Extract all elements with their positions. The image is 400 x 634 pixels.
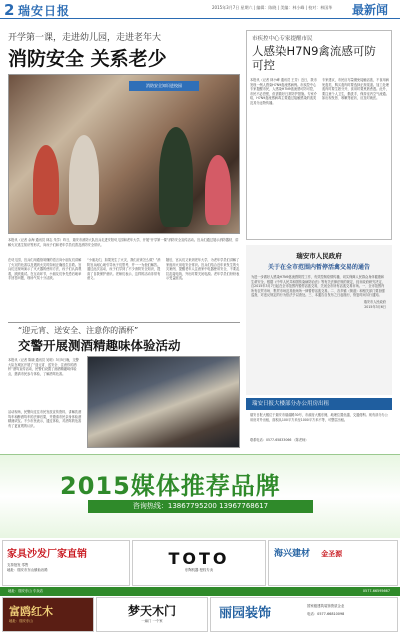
liyuan-note: 国家级建筑装饰资质企业 <box>307 604 345 608</box>
brands-ad <box>268 540 398 586</box>
notice-date: 2015年3月6日 <box>364 304 386 309</box>
sofa-note: 支持批发 零售 <box>7 563 29 567</box>
dateline: 2015年3月7日 星期六 | 编辑：陈晓 | 美编：林小峰 | 校对：林国华 <box>212 5 333 10</box>
rental-bar: 瑞安日报大楼部分办公用房出租 <box>246 398 392 410</box>
child-figure <box>33 145 59 215</box>
story1-caption: 本报讯（记者 余海 通讯员 林志 朱学）昨日，瑞安市消防大队官兵走进安阳幼儿园和老年大学，开展“开学第一课”消防安全宣传活动。官兵们通过展示消防器材、讲解火灾逃生知识等形式，向孩子们和老年学员们普及消防安全常识。 <box>8 238 239 247</box>
story1-photo <box>8 74 240 234</box>
adult-figure <box>69 135 99 225</box>
address-strip <box>0 587 400 596</box>
expo-title: 2015媒体推荐品牌 <box>60 472 281 500</box>
liyuan-title: 丽园装饰 <box>219 606 272 621</box>
fugui-address: 地址：瑞安东山 <box>9 619 33 623</box>
haier-logo: 海兴建材 <box>274 549 311 559</box>
fugui-title: 富鸥红木 <box>9 605 53 618</box>
h7n9-col2: 专家建议，市民应尽量避免接触活禽，不食用病死禽类，购买禽肉时要选择正规渠道。加工处理禽肉时要生熟分开，食用时要煮熟煮透。此外，要注意个人卫生，勤洗手，保持室内空气流通。如出现发热、咳嗽等症状，应及时就医。 <box>322 78 389 101</box>
section-name: 最新闻 <box>352 3 389 17</box>
notice-sign: 瑞安市人民政府 <box>363 299 386 304</box>
paper-name: 瑞安日报 <box>18 4 71 18</box>
strip-address: 地址：瑞安东山 专卖店 <box>8 589 43 593</box>
toto-note: 东陶机器 授权专卖 <box>184 568 214 572</box>
notice-title: 关于在全市范围内暂停活禽交易的通告 <box>267 264 370 271</box>
photo-banner: 消防安全知识进校园 <box>129 81 199 91</box>
liyuan-phone: 电话：0577-66810098 <box>307 612 345 616</box>
story2-body2: 活动现场，民警向过往市民发放宣传资料，讲解饮酒驾车和醉酒驾车的法律后果，并邀请市民亲身体验酒精测试仪。不少市民表示，通过体验，对酒驾的危害有了更直观的认识。 <box>8 410 82 428</box>
notice-org: 瑞安市人民政府 <box>296 252 342 260</box>
toto-ad <box>132 540 266 586</box>
fugui-ad <box>2 597 94 632</box>
page-number: 2 <box>4 1 15 19</box>
h7n9-subkicker: 市疾控中心专家提醒市民 <box>252 36 313 42</box>
jinshengyuan-logo: 金圣源 <box>321 550 343 558</box>
story2-headline: 交警开展测酒精趣味体验活动 <box>18 338 181 353</box>
mengtian-ad <box>96 597 208 632</box>
rental-contact-number: 0577-65833066 （陈老师） <box>265 438 309 442</box>
child-figure <box>205 155 231 225</box>
divider <box>8 322 240 323</box>
story1-col2: “小朋友们，如果发生了火灾，我们应该怎么做？”消防官兵耐心地引导孩子们思考，并一一为他们解答。通过此次活动，孩子们学到了不少消防安全知识，提高了自我保护意识。老师们表示，这样的活动非常有意义。 <box>87 258 161 281</box>
rental-body: 瑞安日报大楼位于瑞安市瑞湖路30号，市政府大楼东侧，地理位置优越，交通便利。现有部分办公用房对外出租，面积从100平方米至1000平方米不等，可整层出租。 <box>250 413 388 422</box>
government-notice <box>246 245 392 395</box>
mengtian-slogan: 一扇门 一个家 <box>141 619 163 623</box>
toto-logo: TOTO <box>168 549 230 568</box>
firefighter-figure <box>159 127 193 227</box>
sofa-ad <box>2 540 130 586</box>
sofa-address: 地址：瑞安市东山镇仙岩路 <box>7 567 48 572</box>
expo-hotline: 咨询热线：13867795200 13967768617 <box>88 500 313 513</box>
strip-phone: 0577-66595667 <box>362 589 390 593</box>
story1-col1: 在幼儿园，官兵们用通俗易懂的语言向小朋友们讲解了火灾的危害以及遇到火灾时如何正确逃生自救。官兵们还现场演示了灭火器的使用方法，孩子们认真观看，跃跃欲试。在互动环节，小朋友们争先恐后地举手回答问题，现场气氛十分活跃。 <box>8 258 82 281</box>
story2-body1: 本报讯（记者 陈晓 通讯员 吴明）3月5日晚，交警大队在城区开展了“迎元宵、送安全、注意你的酒杯”酒驾宣传活动，民警们设置了测酒精趣味体验点，邀请市民参与体验，了解酒驾危害。 <box>8 358 79 376</box>
story2-kicker: “迎元宵、送安全、注意你的酒杯” <box>18 326 139 335</box>
h7n9-col1: 本报讯（记者 林小峰 通讯员 王芳）近日，我市发现一例人感染H7N9禽流感病例。市疾控中心专家提醒市民，人感染H7N9禽流感可防可控，市民不必恐慌，但需做好日常防护措施。专家介绍，H7N9禽流感病毒主要通过接触感染的禽类及其分泌物传播。 <box>250 78 317 105</box>
story1-kicker: 开学第一课，走进幼儿园，走进老年大 <box>8 33 162 43</box>
notice-body: 为进一步做好人感染H7N9禽流感防控工作，有效控制疫情传播，切实保障人民群众身体健康和生命安全，根据《中华人民共和国传染病防治法》等有关法律法规的规定，经市政府研究决定，自2015年3月7日起在全市范围内暂停活禽交易，关闭全市所有活禽交易市场。一、全市范围内所有农贸市场、集贸市场及其他场所一律暂停活禽交易。二、各乡镇（街道）和相关部门要加强巡查，对违反规定的行为依法予以查处。三、本通告自发布之日起施行，恢复时间另行通知。 <box>251 275 385 298</box>
h7n9-headline: 人感染H7N9禽流感可防可控 <box>252 44 376 72</box>
sofa-title: 家具沙发厂家直销 <box>7 549 87 560</box>
rental-contact-label: 联系电话： <box>250 438 266 442</box>
liyuan-ad <box>210 597 398 632</box>
rental-contact <box>250 438 308 443</box>
story1-col3: 随后，官兵们又来到老年大学，为老年学员们讲解了家庭用火用电安全常识。官兵们结合近年来发生的火灾案例，提醒老年人注意家中电器使用安全，不要乱拉乱接电线，外出时要关闭电源。老年学员们纷纷表示受益匪浅。 <box>166 258 240 281</box>
mengtian-title: 梦天木门 <box>127 604 176 618</box>
story1-headline: 消防安全 关系老少 <box>8 48 167 70</box>
story2-photo <box>87 356 240 448</box>
